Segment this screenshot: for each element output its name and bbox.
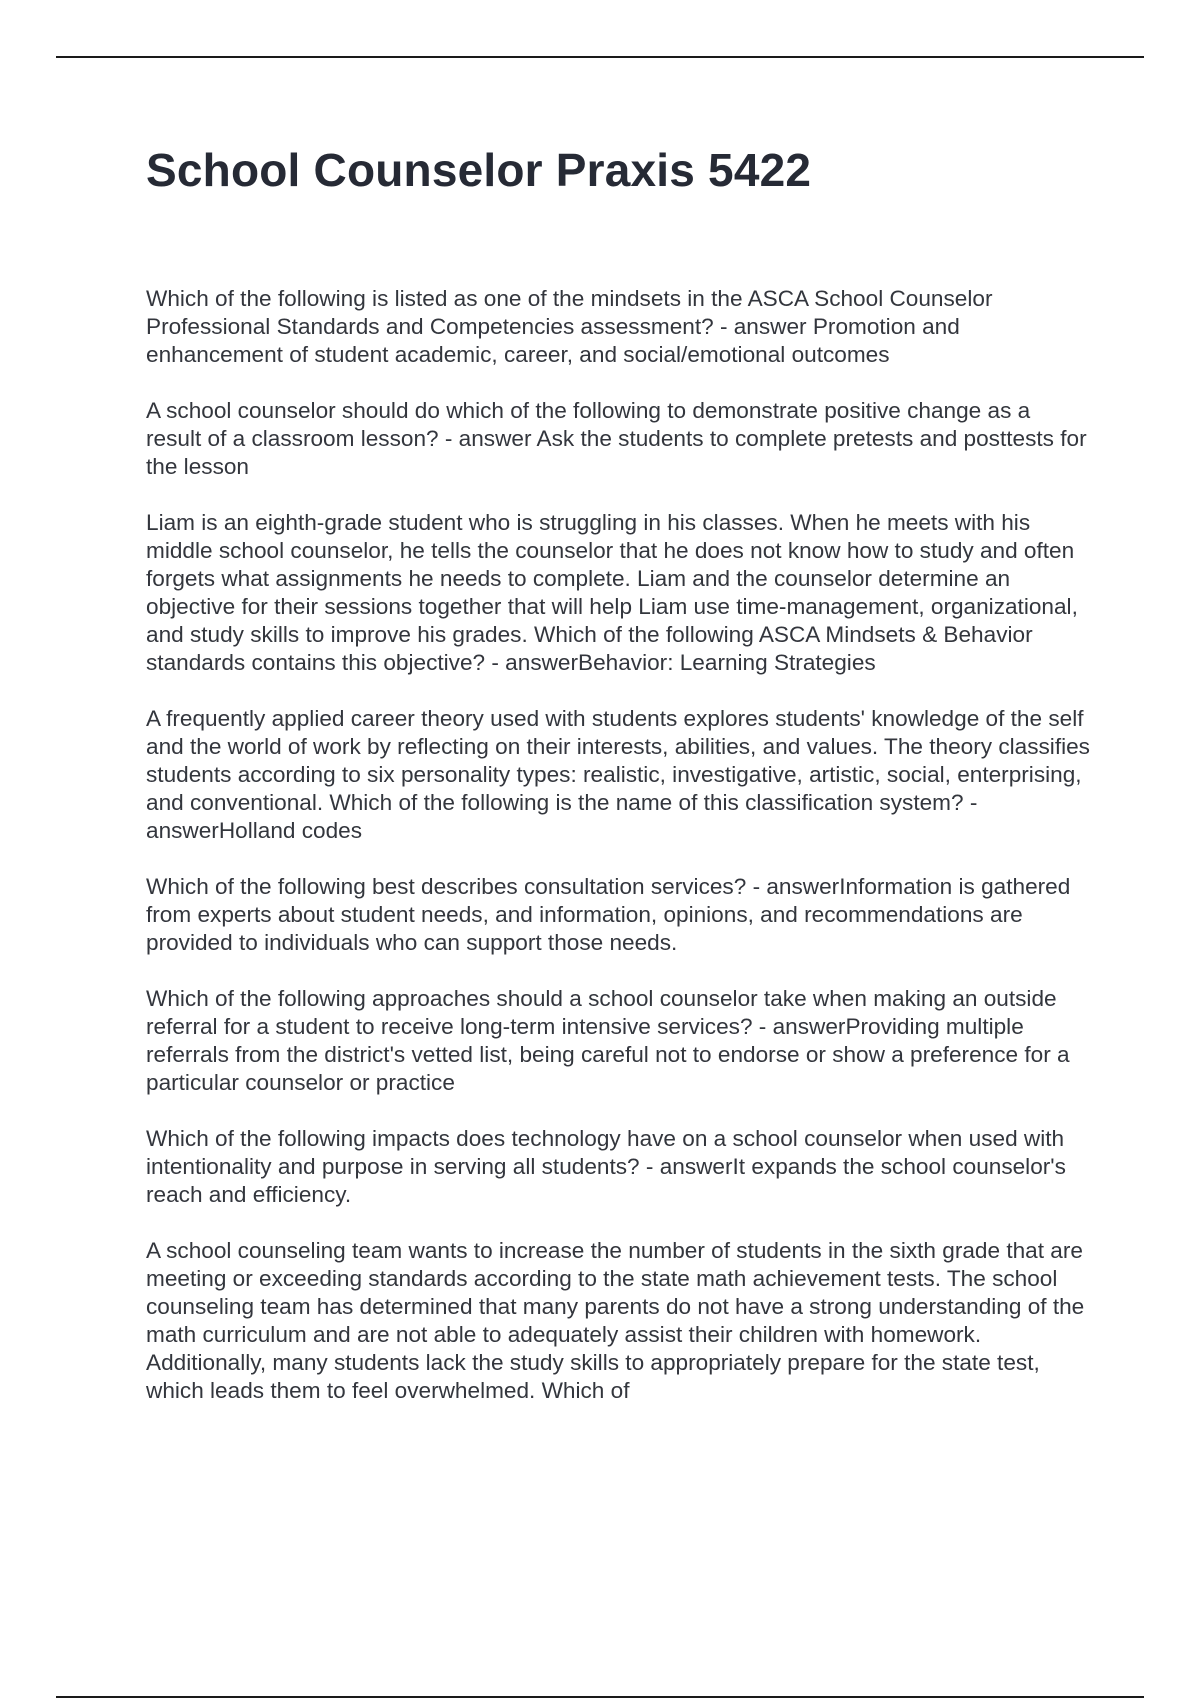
qa-paragraph-3: Liam is an eighth-grade student who is struggling in his classes. When he meets with his middle school counselor, he tells the counselor that he does not know how to study and often forgets what assignments he needs to complete. Liam and the counselor determine an objective for their sessions together that will help Liam use time-management, organizational, and study skills to improve his grades. Which of the following ASCA Mindsets & Behavior standards contains this objective? - answerBehavior: Learning Strategies xyxy=(146,510,1078,675)
document-body xyxy=(146,285,1090,1433)
qa-paragraph-4: A frequently applied career theory used with students explores students' knowledge of the self and the world of work by reflecting on their interests, abilities, and values. The theory classifies students according to six personality types: realistic, investigative, artistic, social, enterprising, and conventional. Which of the following is the name of this classification system? - answerHolland codes xyxy=(146,706,1090,843)
bottom-rule xyxy=(56,1696,1144,1698)
qa-paragraph-7: Which of the following impacts does technology have on a school counselor when used with intentionality and purpose in serving all students? - answerIt expands the school counselor's reach and efficiency. xyxy=(146,1126,1066,1207)
top-rule xyxy=(56,56,1144,58)
qa-paragraph-8: A school counseling team wants to increase the number of students in the sixth grade that are meeting or exceeding standards according to the state math achievement tests. The school counseling team has determined that many parents do not have a strong understanding of the math curriculum and are not able to adequately assist their children with homework. Additionally, many students lack the study skills to appropriately prepare for the state test, which leads them to feel overwhelmed. Which of xyxy=(146,1238,1085,1403)
qa-paragraph-6: Which of the following approaches should a school counselor take when making an outside referral for a student to receive long-term intensive services? - answerProviding multiple referrals from the district's vetted list, being careful not to endorse or show a preference for a particular counselor or practice xyxy=(146,986,1070,1095)
page-title: School Counselor Praxis 5422 xyxy=(146,144,812,196)
qa-paragraph-1: Which of the following is listed as one of the mindsets in the ASCA School Counselor Professional Standards and Competencies assessment? - answer Promotion and enhancement of student academic, career, and social/emotional outcomes xyxy=(146,286,993,367)
qa-paragraph-2: A school counselor should do which of the following to demonstrate positive change as a result of a classroom lesson? - answer Ask the students to complete pretests and posttests for the lesson xyxy=(146,398,1087,479)
qa-paragraph-5: Which of the following best describes consultation services? - answerInformation is gathered from experts about student needs, and information, opinions, and recommendations are provided to individuals who can support those needs. xyxy=(146,874,1071,955)
